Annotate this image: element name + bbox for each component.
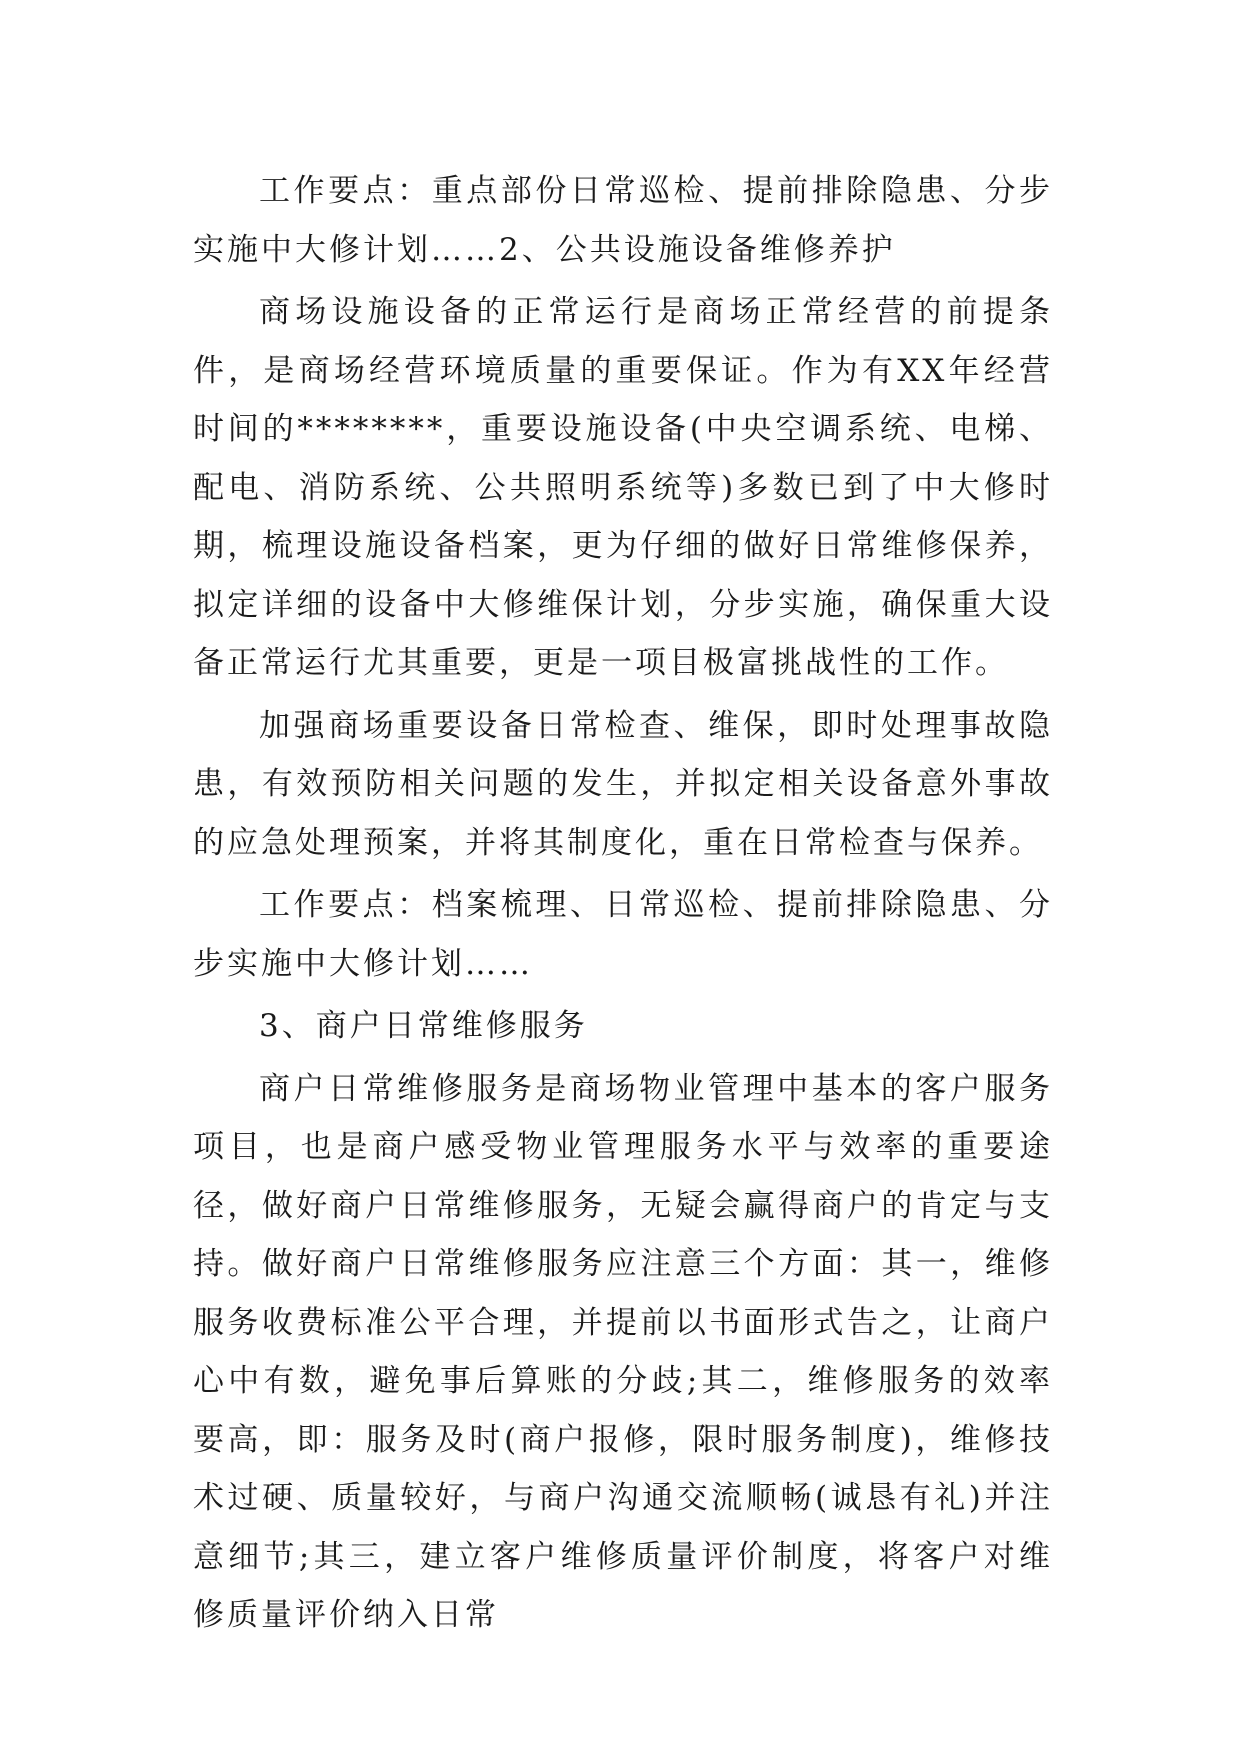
paragraph-merchant-repair-service: 商户日常维修服务是商场物业管理中基本的客户服务项目，也是商户感受物业管理服务水平与效率的重要途径，做好商户日常维修服务，无疑会赢得商户的肯定与支持。做好商户日常维修服务应注意三个方面：其一，维修服务收费标准公平合理，并提前以书面形式告之，让商户心中有数，避免事后算账的分歧;其二，维修服务的效率要高，即：服务及时(商户报修，限时服务制度)，维修技术过硬、质量较好，与商户沟通交流顺畅(诚恳有礼)并注意细节;其三，建立客户维修质量评价制度，将客户对维修质量评价纳入日常: [193, 1070, 1053, 1633]
paragraph-work-points-1: 工作要点：重点部份日常巡检、提前排除隐患、分步实施中大修计划……2、公共设施设备维修养护: [193, 173, 1053, 268]
section-heading-merchant-repair: 3、商户日常维修服务: [259, 1008, 588, 1044]
paragraph-facility-operation: 商场设施设备的正常运行是商场正常经营的前提条件，是商场经营环境质量的重要保证。作为有XX年经营时间的********，重要设施设备(中央空调系统、电梯、配电、消防系统、公共照明系统等)多数已到了中大修时期，梳理设施设备档案，更为仔细的做好日常维修保养，拟定详细的设备中大修维保计划，分步实施，确保重大设备正常运行尤其重要，更是一项目极富挑战性的工作。: [193, 294, 1053, 681]
paragraph-work-points-2: 工作要点：档案梳理、日常巡检、提前排除隐患、分步实施中大修计划……: [193, 887, 1053, 982]
paragraph-equipment-inspection: 加强商场重要设备日常检查、维保，即时处理事故隐患，有效预防相关问题的发生，并拟定相关设备意外事故的应急处理预案，并将其制度化，重在日常检查与保养。: [193, 707, 1053, 861]
document-body: [193, 162, 1053, 1645]
